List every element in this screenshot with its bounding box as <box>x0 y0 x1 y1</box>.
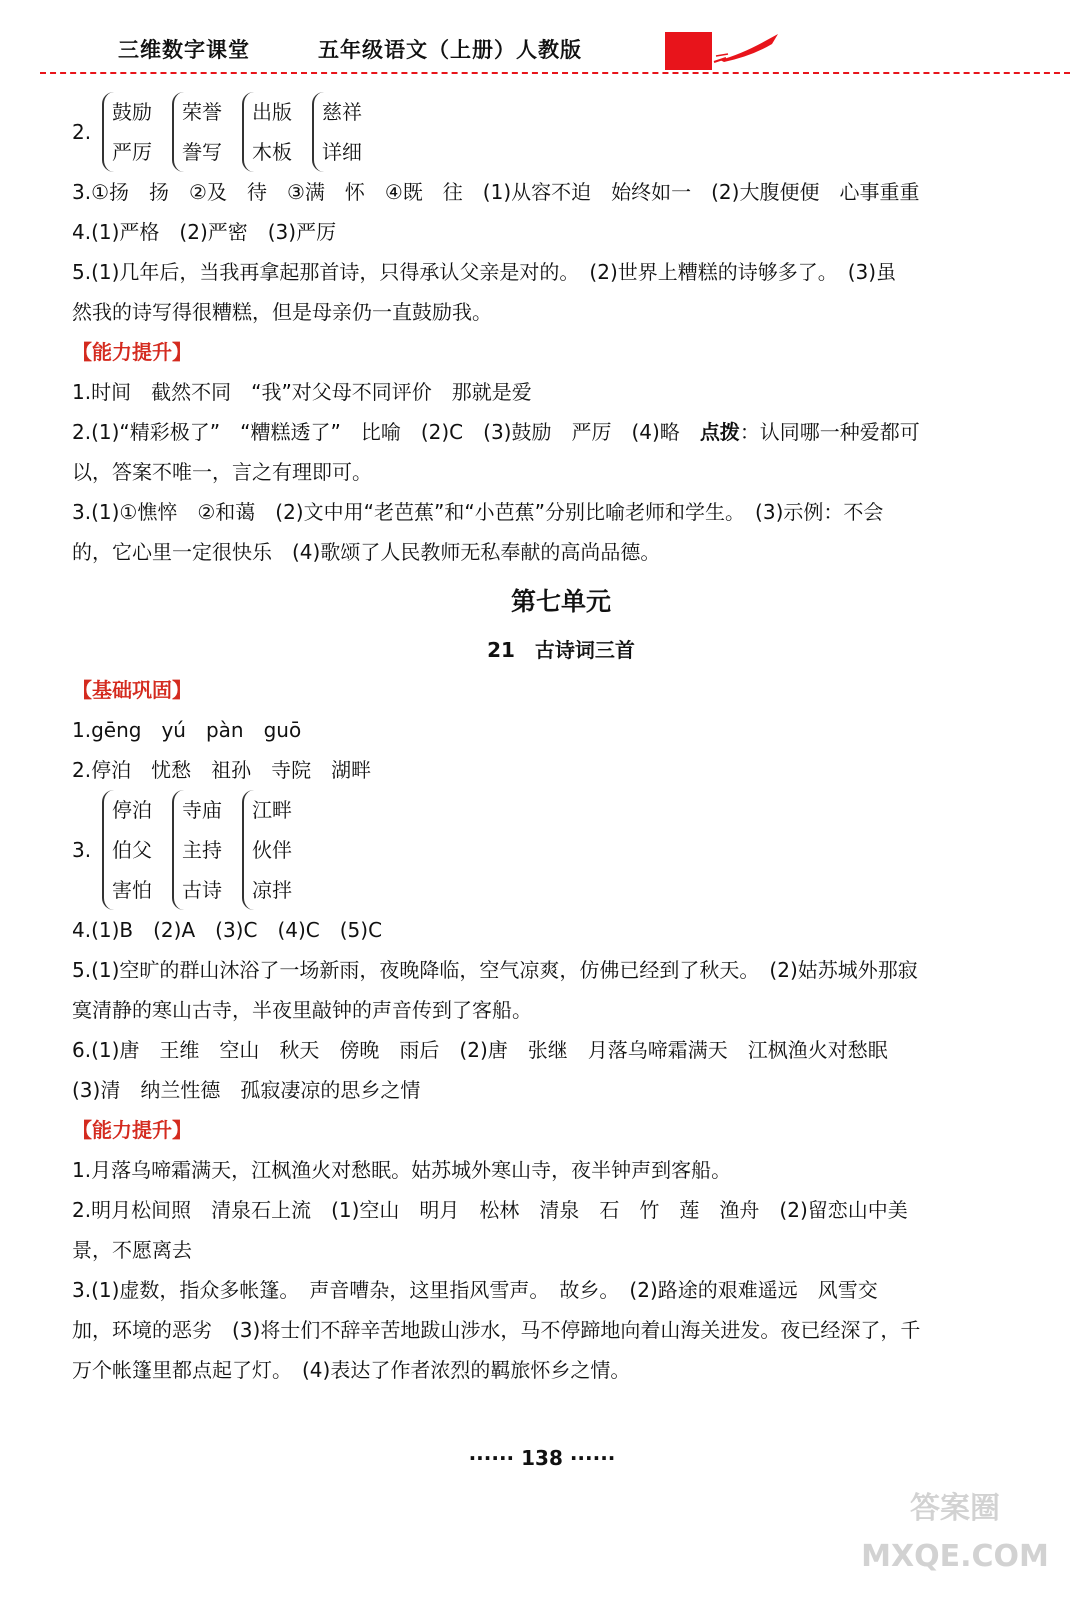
word-group <box>242 92 292 172</box>
word-group <box>172 92 222 172</box>
answer-line: 5.(1)空旷的群山沐浴了一场新雨，夜晚降临，空气凉爽，仿佛已经到了秋天。 (2)姑苏城外那寂 <box>72 958 918 982</box>
answer-line: 加，环境的恶劣 (3)将士们不辞辛苦地跋山涉水，马不停蹄地向着山海关进发。夜已经深了，千 <box>72 1318 921 1342</box>
answer-line: 2.明月松间照 清泉石上流 (1)空山 明月 松林 清泉 石 竹 莲 渔舟 (2)留恋山中美 <box>72 1198 908 1222</box>
header-divider <box>40 72 1070 74</box>
page-header <box>0 0 1084 80</box>
answer-line: 景，不愿离去 <box>72 1238 192 1262</box>
word-group <box>242 790 292 910</box>
answer-line: 4.(1)B (2)A (3)C (4)C (5)C <box>72 918 383 942</box>
answer-line: 的，它心里一定很快乐 (4)歌颂了人民教师无私奉献的高尚品德。 <box>72 540 661 564</box>
word-group <box>102 92 152 172</box>
book-series-title: 三维数字课堂 <box>118 38 250 62</box>
word: 凉拌 <box>252 878 292 902</box>
answer-line: 1.gēng yú pàn guō <box>72 718 302 742</box>
page-number: ······ 138 ······ <box>468 1446 616 1470</box>
word: 慈祥 <box>322 100 362 124</box>
watermark-logo <box>855 1485 1055 1585</box>
word: 鼓励 <box>112 100 152 124</box>
header-red-block <box>665 32 712 70</box>
word: 伯父 <box>112 838 152 862</box>
answer-line: 以，答案不唯一，言之有理即可。 <box>72 460 372 484</box>
watermark-text: 答案圈 <box>910 1491 1000 1526</box>
word: 伙伴 <box>252 838 292 862</box>
q3-number: 3. <box>72 838 92 862</box>
word: 害怕 <box>112 878 152 902</box>
word: 江畔 <box>252 798 292 822</box>
section-heading-ability: 【能力提升】 <box>72 1118 192 1142</box>
answer-line: 寞清静的寒山古寺，半夜里敲钟的声音传到了客船。 <box>72 998 532 1022</box>
answer-line: 6.(1)唐 王维 空山 秋天 傍晚 雨后 (2)唐 张继 月落乌啼霜满天 江枫渔火对愁眠 <box>72 1038 888 1062</box>
word-group <box>172 790 222 910</box>
answer-line: 1.时间 截然不同 “我”对父母不同评价 那就是爱 <box>72 380 532 404</box>
word: 详细 <box>322 140 362 164</box>
answer-line: 万个帐篷里都点起了灯。 (4)表达了作者浓烈的羁旅怀乡之情。 <box>72 1358 631 1382</box>
hint-label: 点拨 <box>699 420 740 444</box>
word-group <box>312 92 362 172</box>
answer-line: 2.停泊 忧愁 祖孙 寺院 湖畔 <box>72 758 372 782</box>
book-title: 五年级语文（上册）人教版 <box>318 38 582 62</box>
word: 出版 <box>252 100 292 124</box>
lesson-number: 21 <box>487 638 515 662</box>
q2-word-groups <box>72 92 1050 172</box>
word: 停泊 <box>112 798 152 822</box>
answer-text: 2.(1)“精彩极了” “糟糕透了” 比喻 (2)C (3)鼓励 严厉 (4)略 <box>72 420 700 444</box>
word: 寺庙 <box>182 798 222 822</box>
word: 严厉 <box>112 140 152 164</box>
q2-number: 2. <box>72 120 92 144</box>
answer-line: 5.(1)几年后，当我再拿起那首诗，只得承认父亲是对的。 (2)世界上糟糕的诗够多了。 (3)虽 <box>72 260 897 284</box>
word: 荣誉 <box>182 100 222 124</box>
answer-content <box>72 92 1050 1390</box>
answer-text: ：认同哪一种爱都可 <box>739 420 920 444</box>
word-group <box>102 790 152 910</box>
answer-line: 3.(1)虚数，指众多帐篷。 声音嘈杂，这里指风雪声。 故乡。 (2)路途的艰难遥远 风雪交 <box>72 1278 878 1302</box>
section-heading-basic: 【基础巩固】 <box>72 678 192 702</box>
answer-line <box>72 412 1050 452</box>
answer-line: 4.(1)严格 (2)严密 (3)严厉 <box>72 220 337 244</box>
answer-line: 1.月落乌啼霜满天，江枫渔火对愁眠。姑苏城外寒山寺，夜半钟声到客船。 <box>72 1158 732 1182</box>
unit-title: 第七单元 <box>510 587 611 616</box>
word: 木板 <box>252 140 292 164</box>
rocket-icon <box>712 32 782 66</box>
answer-line: 3.(1)①憔悴 ②和蔼 (2)文中用“老芭蕉”和“小芭蕉”分别比喻老师和学生。 (3)示例：不会 <box>72 500 884 524</box>
word: 主持 <box>182 838 222 862</box>
answer-line: 然我的诗写得很糟糕，但是母亲仍一直鼓励我。 <box>72 300 492 324</box>
word: 古诗 <box>182 878 222 902</box>
watermark-url: MXQE.COM <box>861 1539 1049 1574</box>
answer-line: (3)清 纳兰性德 孤寂凄凉的思乡之情 <box>72 1078 421 1102</box>
section-heading-ability: 【能力提升】 <box>72 340 192 364</box>
lesson-name: 古诗词三首 <box>534 638 635 662</box>
word: 誊写 <box>182 140 222 164</box>
lesson-title <box>72 630 1050 670</box>
q3-word-groups <box>72 790 1050 910</box>
answer-line: 3.①扬 扬 ②及 待 ③满 怀 ④既 往 (1)从容不迫 始终如一 (2)大腹便便 心事重重 <box>72 180 920 204</box>
